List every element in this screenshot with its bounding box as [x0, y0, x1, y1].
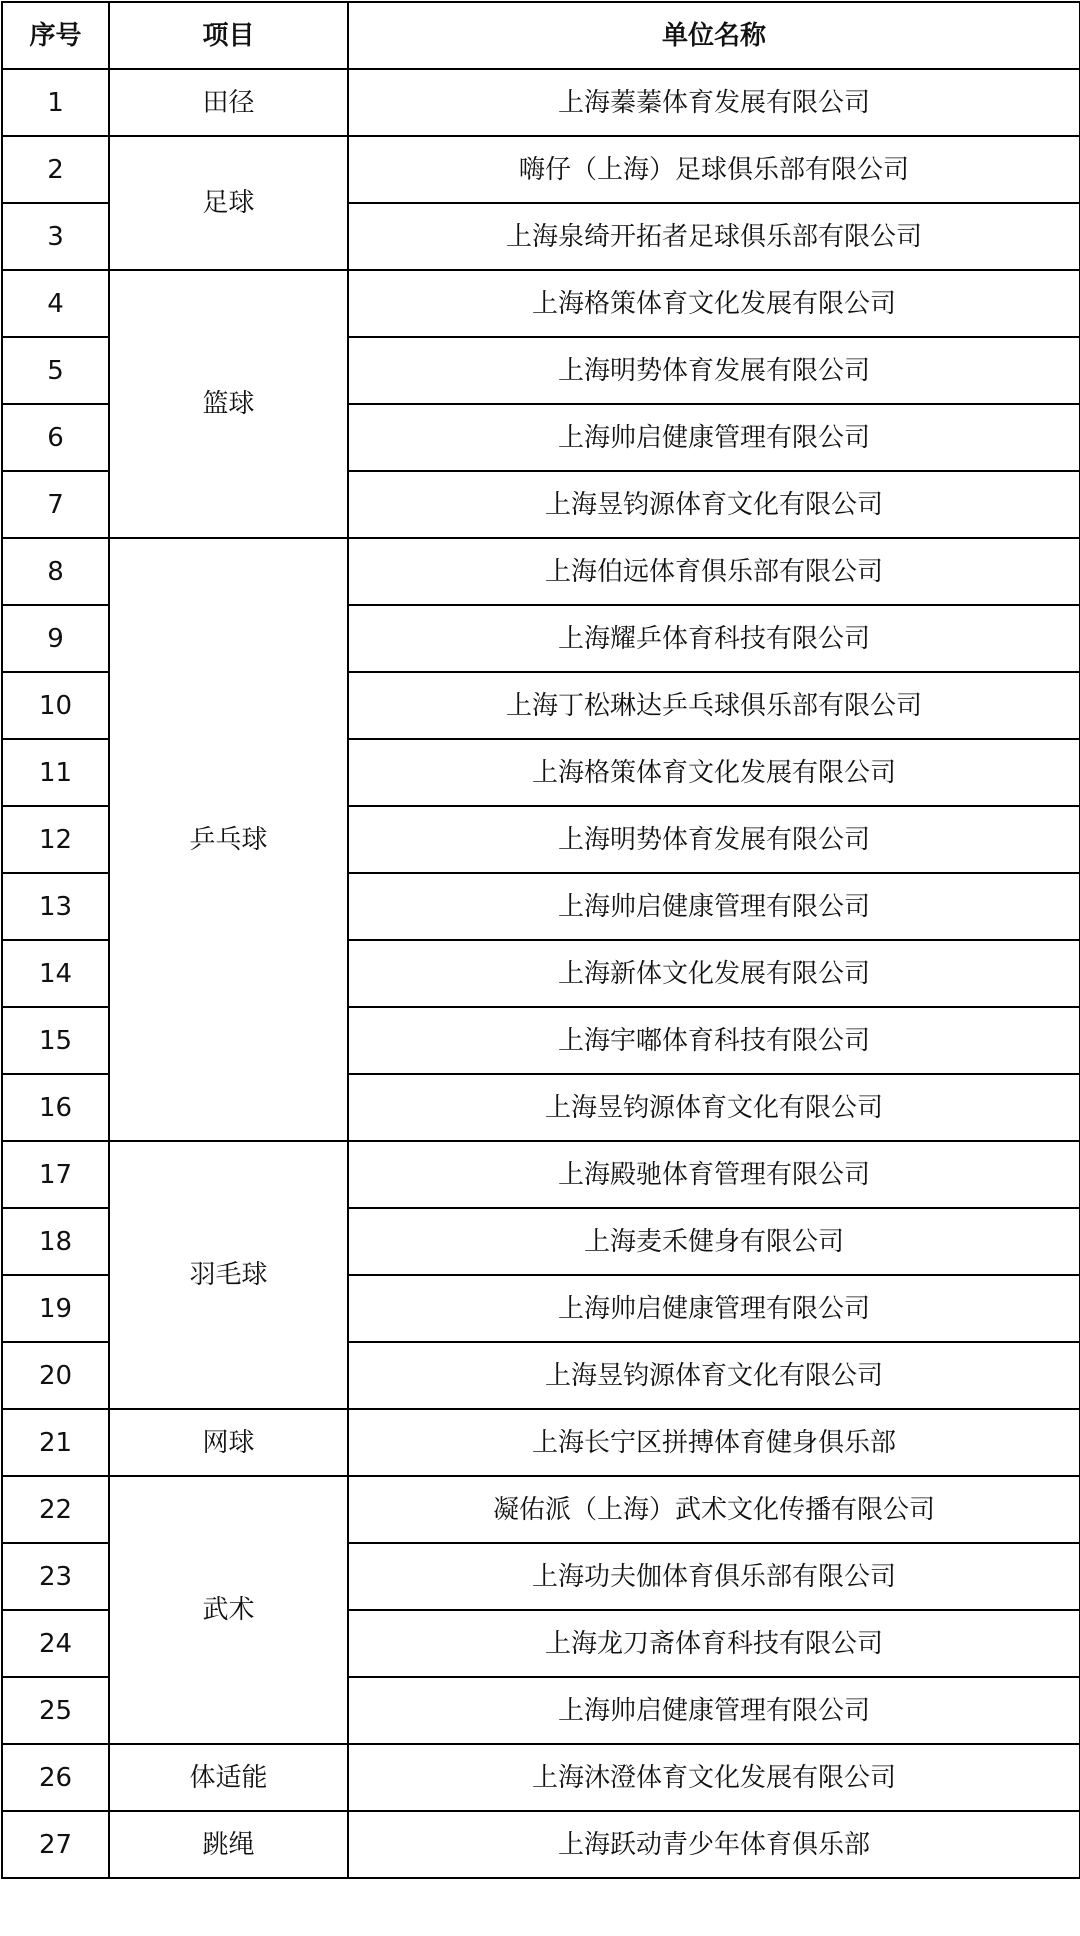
- organization-name-cell: 上海昱钧源体育文化有限公司: [348, 1342, 1080, 1409]
- item-cell: 羽毛球: [109, 1141, 348, 1409]
- serial-number-cell: 5: [2, 337, 109, 404]
- serial-number-cell: 23: [2, 1543, 109, 1610]
- organization-name-cell: 上海明势体育发展有限公司: [348, 806, 1080, 873]
- organization-name-cell: 上海帅启健康管理有限公司: [348, 404, 1080, 471]
- item-cell: 乒乓球: [109, 538, 348, 1141]
- serial-number-cell: 10: [2, 672, 109, 739]
- table-row: [2, 538, 1080, 605]
- organization-name-cell: 上海泉绮开拓者足球俱乐部有限公司: [348, 203, 1080, 270]
- organization-name-cell: 上海长宁区拼搏体育健身俱乐部: [348, 1409, 1080, 1476]
- organization-table: [1, 1, 1080, 1879]
- serial-number-cell: 22: [2, 1476, 109, 1543]
- table-row: [2, 1476, 1080, 1543]
- item-cell: 体适能: [109, 1744, 348, 1811]
- organization-name-cell: 上海帅启健康管理有限公司: [348, 1677, 1080, 1744]
- organization-name-cell: 嗨仔（上海）足球俱乐部有限公司: [348, 136, 1080, 203]
- organization-name-cell: 上海麦禾健身有限公司: [348, 1208, 1080, 1275]
- organization-name-cell: 上海昱钧源体育文化有限公司: [348, 1074, 1080, 1141]
- serial-number-cell: 11: [2, 739, 109, 806]
- serial-number-cell: 2: [2, 136, 109, 203]
- organization-name-cell: 上海功夫伽体育俱乐部有限公司: [348, 1543, 1080, 1610]
- item-cell: 网球: [109, 1409, 348, 1476]
- serial-number-cell: 25: [2, 1677, 109, 1744]
- header-item: 项目: [109, 2, 348, 69]
- serial-number-cell: 15: [2, 1007, 109, 1074]
- organization-name-cell: 上海殿驰体育管理有限公司: [348, 1141, 1080, 1208]
- item-cell: 足球: [109, 136, 348, 270]
- item-cell: 篮球: [109, 270, 348, 538]
- serial-number-cell: 6: [2, 404, 109, 471]
- serial-number-cell: 26: [2, 1744, 109, 1811]
- table-row: [2, 1141, 1080, 1208]
- organization-name-cell: 上海帅启健康管理有限公司: [348, 1275, 1080, 1342]
- serial-number-cell: 9: [2, 605, 109, 672]
- serial-number-cell: 24: [2, 1610, 109, 1677]
- serial-number-cell: 17: [2, 1141, 109, 1208]
- table-row: [2, 1744, 1080, 1811]
- item-cell: 田径: [109, 69, 348, 136]
- table-body: [2, 69, 1080, 1878]
- organization-name-cell: 上海沐澄体育文化发展有限公司: [348, 1744, 1080, 1811]
- organization-name-cell: 上海龙刀斋体育科技有限公司: [348, 1610, 1080, 1677]
- table-row: [2, 1409, 1080, 1476]
- header-serial-number: 序号: [2, 2, 109, 69]
- organization-name-cell: 上海耀乒体育科技有限公司: [348, 605, 1080, 672]
- table-row: [2, 136, 1080, 203]
- serial-number-cell: 8: [2, 538, 109, 605]
- organization-name-cell: 上海帅启健康管理有限公司: [348, 873, 1080, 940]
- table-row: [2, 270, 1080, 337]
- organization-name-cell: 上海跃动青少年体育俱乐部: [348, 1811, 1080, 1878]
- serial-number-cell: 7: [2, 471, 109, 538]
- serial-number-cell: 19: [2, 1275, 109, 1342]
- organization-name-cell: 上海格策体育文化发展有限公司: [348, 739, 1080, 806]
- serial-number-cell: 20: [2, 1342, 109, 1409]
- serial-number-cell: 1: [2, 69, 109, 136]
- table-row: [2, 1811, 1080, 1878]
- serial-number-cell: 3: [2, 203, 109, 270]
- organization-name-cell: 上海伯远体育俱乐部有限公司: [348, 538, 1080, 605]
- organization-name-cell: 上海昱钧源体育文化有限公司: [348, 471, 1080, 538]
- serial-number-cell: 14: [2, 940, 109, 1007]
- organization-name-cell: 上海丁松琳达乒乓球俱乐部有限公司: [348, 672, 1080, 739]
- serial-number-cell: 21: [2, 1409, 109, 1476]
- organization-name-cell: 上海蓁蓁体育发展有限公司: [348, 69, 1080, 136]
- organization-name-cell: 凝佑派（上海）武术文化传播有限公司: [348, 1476, 1080, 1543]
- item-cell: 跳绳: [109, 1811, 348, 1878]
- item-cell: 武术: [109, 1476, 348, 1744]
- table-header: [2, 2, 1080, 69]
- serial-number-cell: 18: [2, 1208, 109, 1275]
- serial-number-cell: 13: [2, 873, 109, 940]
- header-row: [2, 2, 1080, 69]
- organization-name-cell: 上海新体文化发展有限公司: [348, 940, 1080, 1007]
- header-organization-name: 单位名称: [348, 2, 1080, 69]
- serial-number-cell: 16: [2, 1074, 109, 1141]
- organization-name-cell: 上海明势体育发展有限公司: [348, 337, 1080, 404]
- organization-name-cell: 上海格策体育文化发展有限公司: [348, 270, 1080, 337]
- organization-name-cell: 上海宇嘟体育科技有限公司: [348, 1007, 1080, 1074]
- serial-number-cell: 4: [2, 270, 109, 337]
- serial-number-cell: 12: [2, 806, 109, 873]
- table-row: [2, 69, 1080, 136]
- serial-number-cell: 27: [2, 1811, 109, 1878]
